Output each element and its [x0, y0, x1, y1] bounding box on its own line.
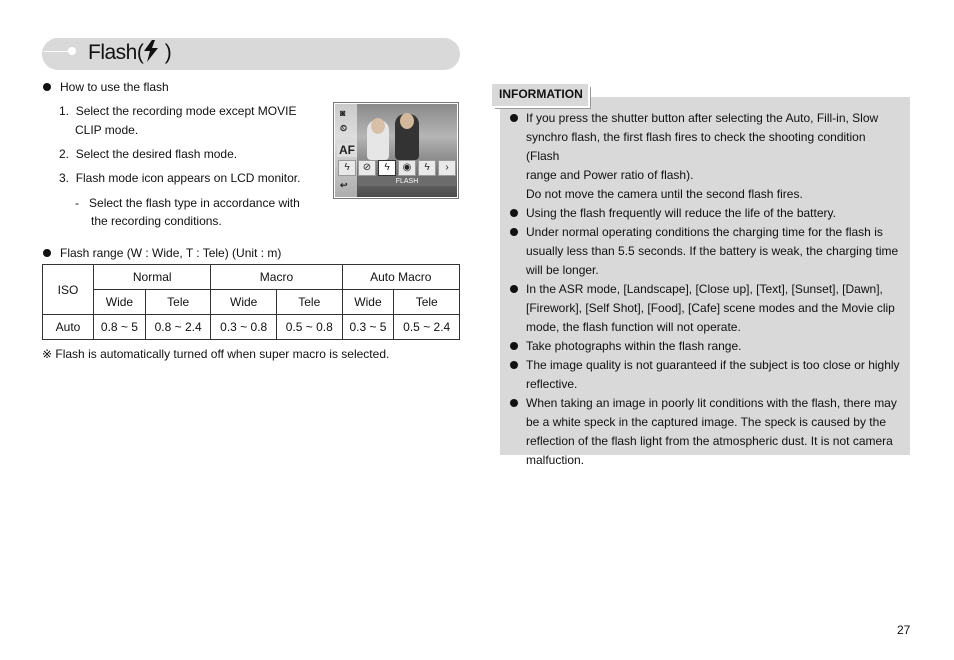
- info-line: Do not move the camera until the second flash fires.: [526, 187, 803, 201]
- info-line: Under normal operating conditions the charging time for the flash is: [526, 225, 883, 239]
- flash-off-icon: ⊘: [358, 160, 376, 176]
- groom-face: [400, 113, 414, 129]
- bullet-icon: [510, 285, 518, 293]
- info-line: Using the flash frequently will reduce the life of the battery.: [526, 206, 836, 220]
- info-item: [510, 337, 902, 356]
- sub-header: Tele: [145, 290, 211, 315]
- self-timer-icon: ⏲: [340, 123, 348, 133]
- range-heading: [43, 241, 281, 265]
- super-macro-note: ※ Flash is automatically turned off when super macro is selected.: [42, 347, 390, 361]
- step-1-line2: CLIP mode.: [75, 123, 139, 137]
- table-cell: 0.5 ~ 0.8: [276, 315, 342, 340]
- flash-on-icon: ϟ: [418, 160, 436, 176]
- sub-header: Wide: [342, 290, 394, 315]
- title-prefix: Flash(: [88, 41, 144, 64]
- af-indicator: AF: [339, 143, 355, 157]
- table-cell: 0.3 ~ 5: [342, 315, 394, 340]
- table-cell: 0.8 ~ 2.4: [145, 315, 211, 340]
- table-cell: 0.5 ~ 2.4: [394, 315, 460, 340]
- group-header: Normal: [94, 265, 211, 290]
- info-item: [510, 223, 902, 280]
- info-item: [510, 356, 902, 394]
- flash-icon: [143, 40, 159, 62]
- how-to-heading: [43, 75, 169, 99]
- info-line: be a white speck in the captured image. The speck is caused by the: [526, 415, 886, 429]
- info-line: In the ASR mode, [Landscape], [Close up], [Text], [Sunset], [Dawn],: [526, 282, 883, 296]
- info-line: usually less than 5.5 seconds. If the battery is weak, the charging time: [526, 244, 899, 258]
- how-to-heading-text: How to use the flash: [60, 80, 169, 94]
- slow-sync-icon: ›: [438, 160, 456, 176]
- step-3: [59, 166, 300, 190]
- sub-header: Tele: [276, 290, 342, 315]
- step-text: Select the desired flash mode.: [75, 147, 238, 161]
- page-number: 27: [897, 623, 911, 637]
- sub-step-text: Select the flash type in accordance with: [89, 196, 300, 210]
- page-title: [88, 40, 171, 65]
- group-header: Macro: [211, 265, 342, 290]
- bullet-icon: [510, 361, 518, 369]
- info-item: [510, 109, 902, 204]
- flash-mode-bar: [338, 160, 456, 176]
- red-eye-icon: ◉: [398, 160, 416, 176]
- info-line: The image quality is not guaranteed if the subject is too close or highly: [526, 358, 900, 372]
- info-line: reflection of the flash light from the atmospheric dust. It is not camera: [526, 434, 893, 448]
- info-line: mode, the flash function will not operate.: [526, 320, 741, 334]
- sub-header: Wide: [211, 290, 277, 315]
- flash-range-table: [42, 264, 460, 340]
- info-line: will be longer.: [526, 263, 599, 277]
- bullet-icon: [510, 399, 518, 407]
- info-line: When taking an image in poorly lit conditions with the flash, there may: [526, 396, 897, 410]
- information-list: [510, 109, 902, 470]
- sub-step-dash: -: [75, 196, 79, 210]
- info-line: Take photographs within the flash range.: [526, 339, 742, 353]
- row-label: Auto: [43, 315, 94, 340]
- step-number: 2.: [59, 147, 70, 161]
- return-icon: ↩: [340, 180, 348, 190]
- bullet-icon: [43, 249, 51, 257]
- info-line: reflective.: [526, 377, 578, 391]
- bullet-icon: [510, 228, 518, 236]
- bride-face: [371, 118, 385, 134]
- table-cell: 0.3 ~ 0.8: [211, 315, 277, 340]
- sub-step-line2: the recording conditions.: [91, 214, 222, 228]
- camera-mode-icon: ◙: [340, 108, 346, 118]
- range-heading-text: Flash range (W : Wide, T : Tele) (Unit : m): [60, 246, 282, 260]
- info-line: [Firework], [Self Shot], [Food], [Cafe] scene modes and the Movie clip: [526, 301, 895, 315]
- information-tab: INFORMATION: [492, 84, 588, 106]
- step-2: [59, 142, 237, 166]
- bullet-icon: [510, 209, 518, 217]
- info-item: [510, 204, 902, 223]
- info-line: synchro flash, the first flash fires to check the shooting condition (Flash: [526, 130, 866, 163]
- iso-header: ISO: [43, 265, 94, 315]
- bullet-icon: [510, 342, 518, 350]
- group-header: Auto Macro: [342, 265, 459, 290]
- sub-header: Wide: [94, 290, 146, 315]
- flash-redeye-icon: ϟ: [378, 160, 396, 176]
- step-number: 3.: [59, 171, 70, 185]
- step-number: 1.: [59, 104, 70, 118]
- sub-header: Tele: [394, 290, 460, 315]
- lcd-flash-label: FLASH: [358, 178, 456, 186]
- bullet-icon: [510, 114, 518, 122]
- table-cell: 0.8 ~ 5: [94, 315, 146, 340]
- info-line: If you press the shutter button after selecting the Auto, Fill-in, Slow: [526, 111, 879, 125]
- title-decoration-dot: [68, 47, 76, 55]
- flash-auto-icon: ϟ: [338, 160, 356, 176]
- step-text: Select the recording mode except MOVIE: [75, 104, 297, 118]
- bullet-icon: [43, 83, 51, 91]
- step-text: Flash mode icon appears on LCD monitor.: [75, 171, 301, 185]
- info-line: range and Power ratio of flash).: [526, 168, 694, 182]
- info-line: malfuction.: [526, 453, 585, 467]
- lcd-monitor-illustration: [333, 102, 459, 199]
- info-item: [510, 394, 902, 470]
- info-item: [510, 280, 902, 337]
- title-suffix: ): [159, 41, 172, 64]
